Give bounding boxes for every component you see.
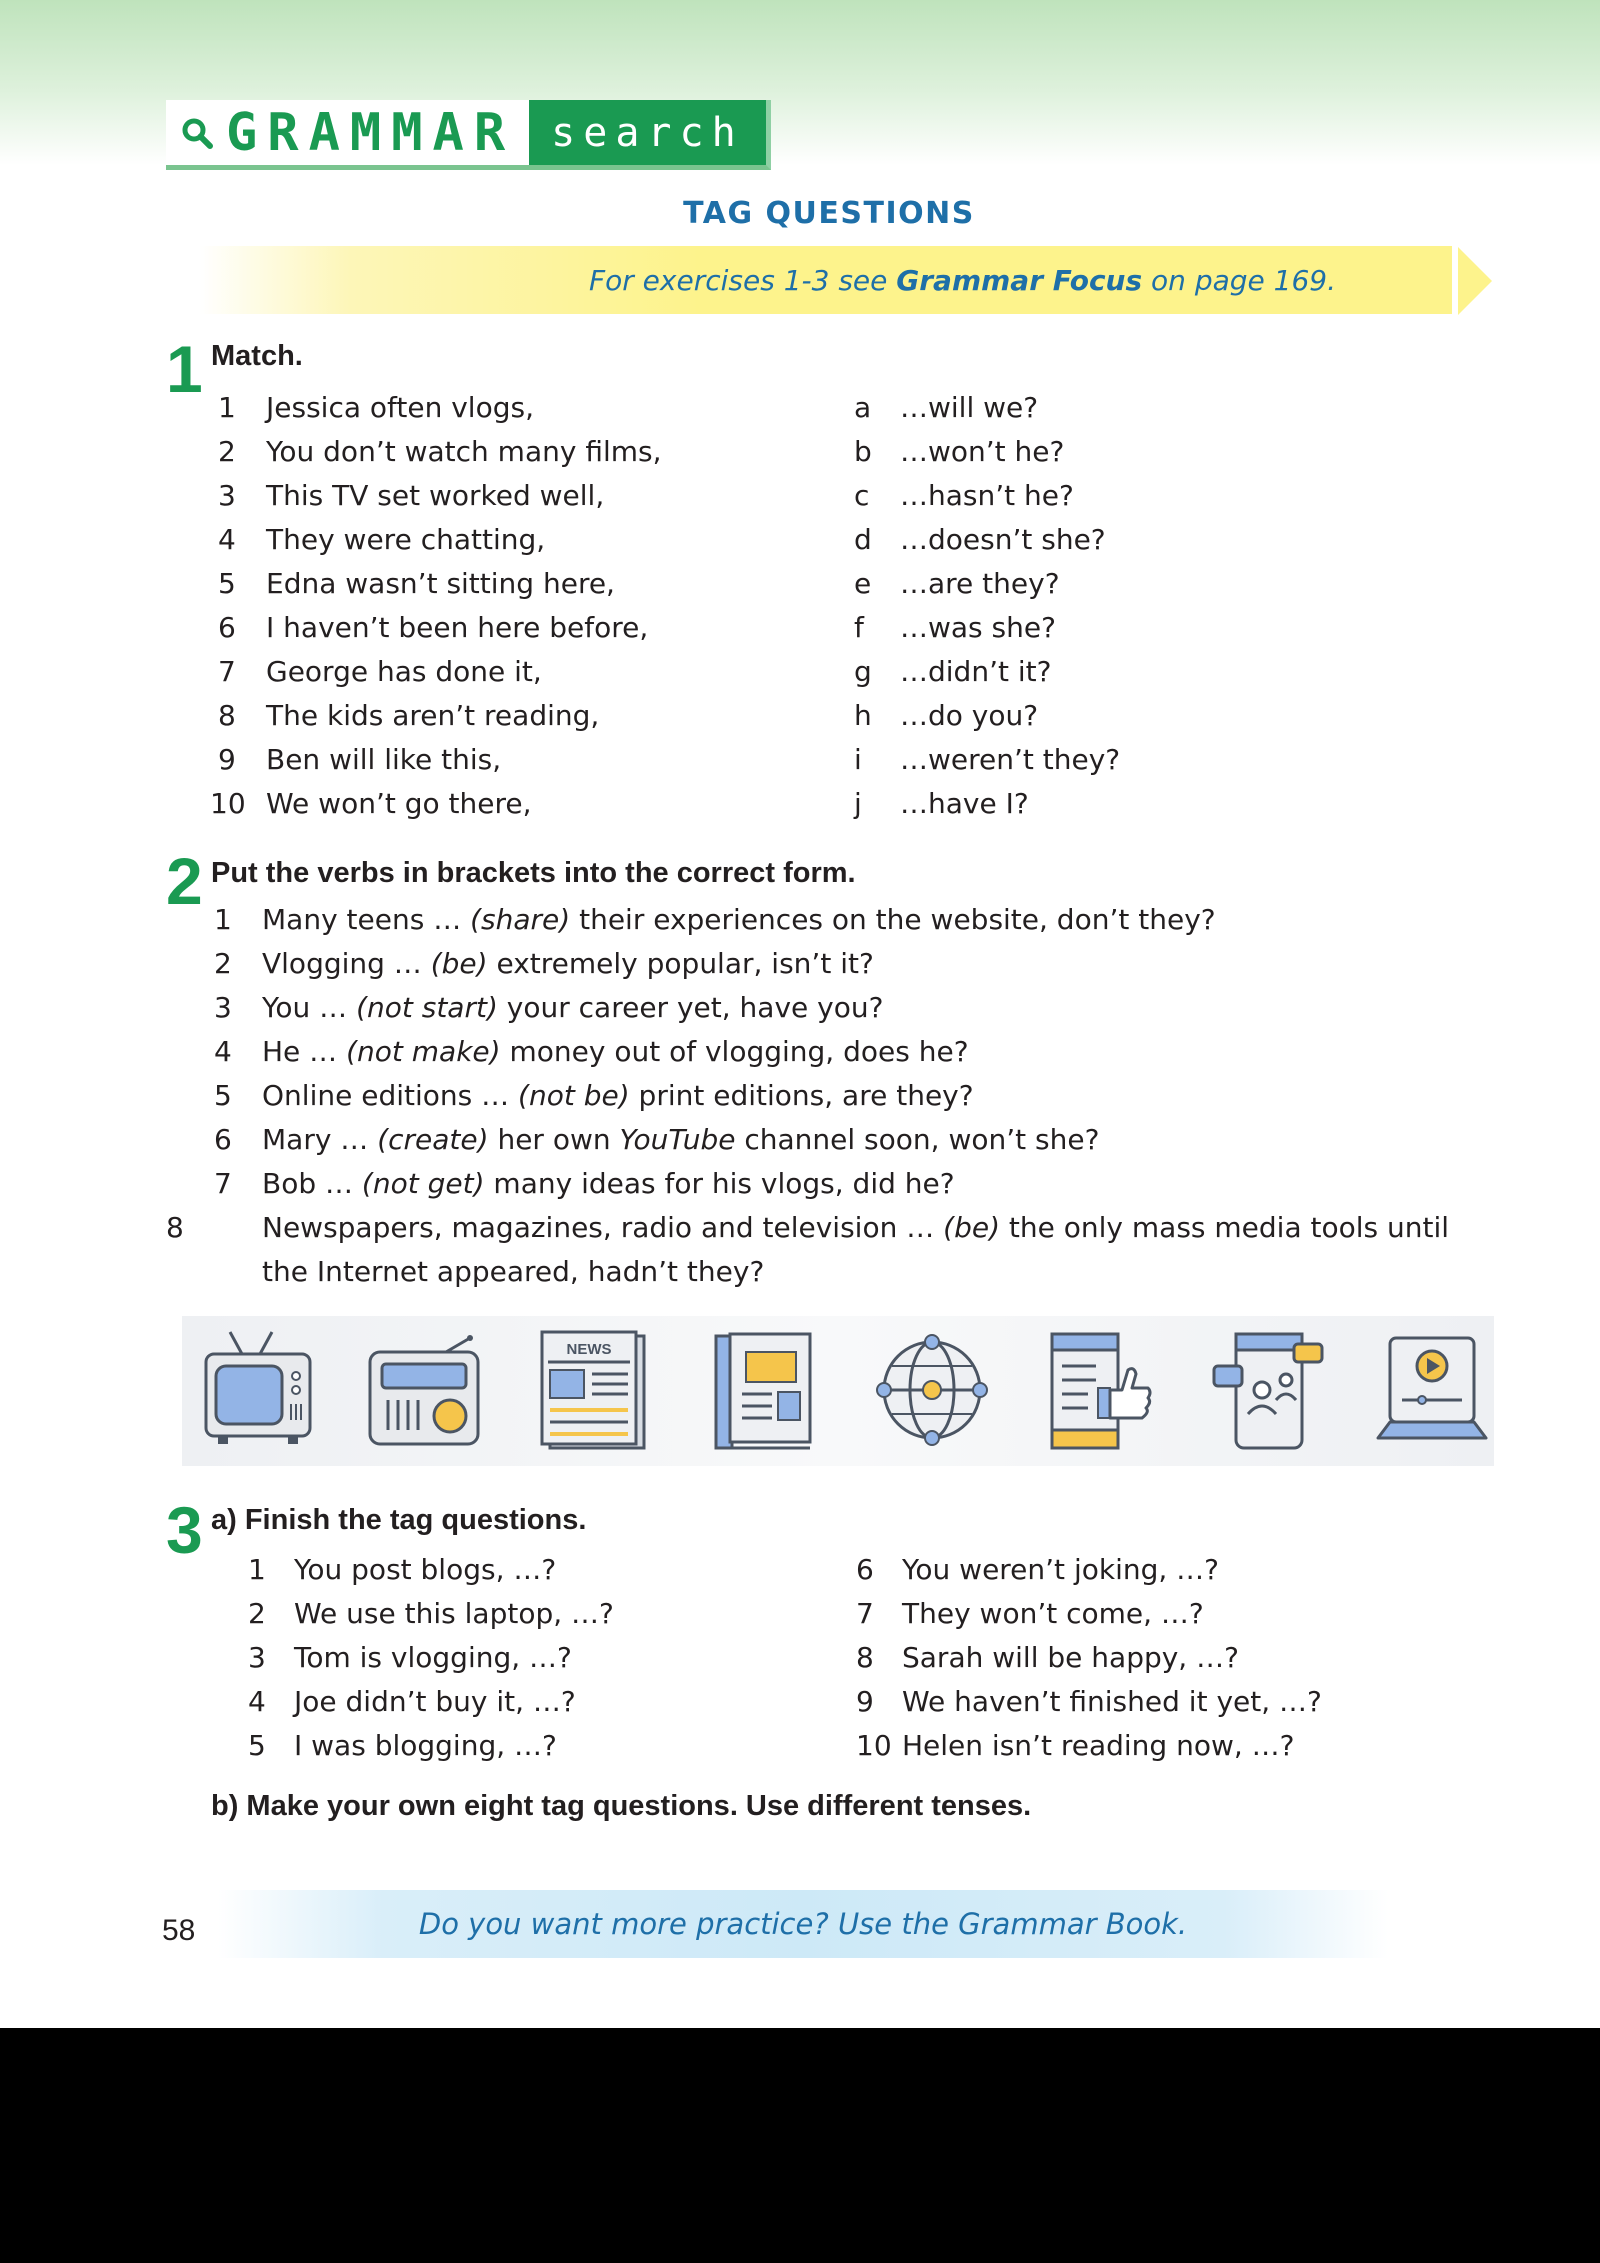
newspaper-icon	[538, 1330, 648, 1452]
list-item: 6 Mary … (create) her own YouTube channel soon, won’t she?	[214, 1123, 1100, 1156]
list-item: 7 Bob … (not get) many ideas for his vlogs, did he?	[214, 1167, 955, 1200]
list-item: h …do you?	[854, 699, 1039, 732]
exercise-2-number: 2	[166, 844, 203, 918]
exercise-3-heading-a: a) Finish the tag questions.	[211, 1504, 587, 1536]
list-item: 8 Newspapers, magazines, radio and television … (be) the only mass media tools until the Internet appeared, hadn’t they?	[166, 1211, 1450, 1288]
list-item: a …will we?	[854, 391, 1039, 424]
exercise-1-right-list	[854, 386, 1120, 826]
brand-grammar: GRAMMAR	[226, 102, 516, 163]
list-item: c …hasn’t he?	[854, 479, 1074, 512]
exercise-3-heading-b: b) Make your own eight tag questions. Use different tenses.	[211, 1790, 1032, 1822]
tv-icon	[202, 1330, 314, 1452]
list-item: 6 You weren’t joking, …?	[856, 1553, 1220, 1586]
practice-banner	[218, 1890, 1388, 1958]
list-item: 10 We won’t go there,	[210, 787, 532, 820]
grammar-focus-banner	[200, 246, 1452, 314]
focus-link: Grammar Focus	[896, 263, 1143, 297]
list-item: 8 Sarah will be happy, …?	[856, 1641, 1239, 1674]
page-number: 58	[162, 1914, 196, 1947]
list-item: i …weren’t they?	[854, 743, 1121, 776]
exercise-2-list	[166, 898, 1462, 1294]
list-item: 7 George has done it,	[218, 655, 542, 688]
exercise-3-left-list	[248, 1548, 614, 1768]
exercise-1-left-list	[210, 386, 662, 826]
list-item: 8 The kids aren’t reading,	[218, 699, 600, 732]
globe-network-icon	[872, 1330, 992, 1452]
phone-chat-icon	[1210, 1330, 1326, 1452]
list-item: 7 They won’t come, …?	[856, 1597, 1204, 1630]
brand-search: search	[529, 100, 771, 170]
laptop-video-icon	[1374, 1330, 1490, 1452]
list-item: 2 We use this laptop, …?	[248, 1597, 614, 1630]
mass-media-icons-strip	[182, 1316, 1494, 1466]
phone-like-icon	[1044, 1330, 1156, 1452]
banner-arrow	[1458, 247, 1492, 315]
exercise-2-heading: Put the verbs in brackets into the correct form.	[211, 857, 856, 889]
list-item: 3 This TV set worked well,	[218, 479, 605, 512]
grammar-search-logo	[166, 100, 771, 170]
list-item: 2 You don’t watch many films,	[218, 435, 662, 468]
list-item: j …have I?	[854, 787, 1029, 820]
list-item: d …doesn’t she?	[854, 523, 1106, 556]
radio-icon	[366, 1330, 482, 1452]
focus-suffix: on page 169.	[1142, 263, 1336, 297]
list-item: 4 Joe didn’t buy it, …?	[248, 1685, 576, 1718]
focus-prefix: For exercises 1-3 see	[589, 263, 897, 297]
exercise-1-number: 1	[166, 332, 203, 406]
list-item: 5 Edna wasn’t sitting here,	[218, 567, 615, 600]
magazine-icon	[712, 1330, 816, 1452]
list-item: f …was she?	[854, 611, 1056, 644]
list-item: g …didn’t it?	[854, 655, 1052, 688]
list-item: b …won’t he?	[854, 435, 1065, 468]
list-item: 3 You … (not start) your career yet, have you?	[214, 991, 884, 1024]
search-icon	[180, 116, 214, 150]
list-item: e …are they?	[854, 567, 1060, 600]
list-item: 3 Tom is vlogging, …?	[248, 1641, 572, 1674]
list-item: 9 We haven’t finished it yet, …?	[856, 1685, 1322, 1718]
list-item: 1 Jessica often vlogs,	[218, 391, 534, 424]
exercise-3-number: 3	[166, 1493, 203, 1567]
list-item: 9 Ben will like this,	[218, 743, 502, 776]
list-item: 10 Helen isn’t reading now, …?	[856, 1729, 1295, 1762]
list-item: 2 Vlogging … (be) extremely popular, isn’t it?	[214, 947, 874, 980]
practice-text: Do you want more practice? Use the Grammar Book.	[418, 1907, 1188, 1941]
list-item: 1 You post blogs, …?	[248, 1553, 557, 1586]
list-item: 4 He … (not make) money out of vlogging, does he?	[214, 1035, 969, 1068]
list-item: 5 Online editions … (not be) print editions, are they?	[214, 1079, 974, 1112]
list-item: 4 They were chatting,	[218, 523, 546, 556]
exercise-1-heading: Match.	[211, 340, 303, 372]
list-item: 5 I was blogging, …?	[248, 1729, 557, 1762]
svg-text:NEWS: NEWS	[566, 1341, 612, 1358]
exercise-3-right-list	[856, 1548, 1322, 1768]
list-item: 6 I haven’t been here before,	[218, 611, 649, 644]
list-item: 1 Many teens … (share) their experiences on the website, don’t they?	[214, 903, 1216, 936]
section-title: TAG QUESTIONS	[683, 196, 975, 231]
